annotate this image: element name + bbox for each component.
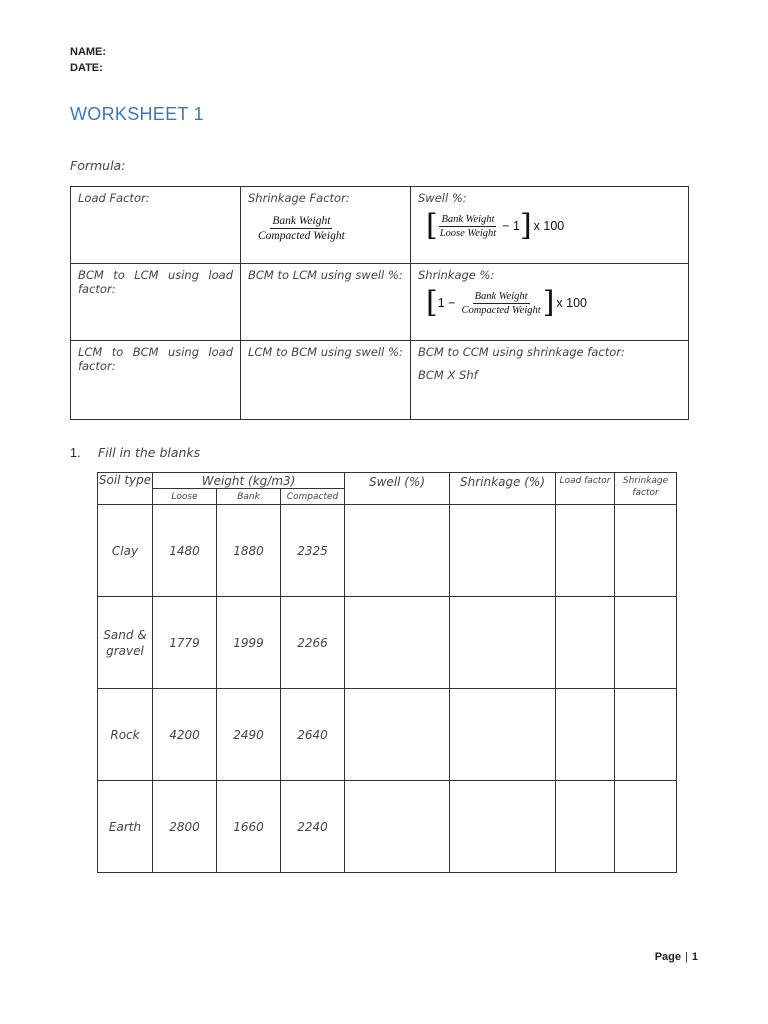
shrinkage-answer-cell[interactable] (450, 597, 556, 689)
swell-header: Swell (%) (345, 473, 450, 505)
worksheet-header (70, 44, 106, 76)
left-bracket-icon: [ (426, 285, 438, 320)
bcm-lcm-swell-cell (241, 264, 411, 341)
table-row (98, 597, 677, 689)
formula-label: Formula: (70, 158, 126, 173)
load-factor-answer-cell[interactable] (556, 689, 615, 781)
compacted-cell: 2325 (281, 505, 345, 597)
bcm-lcm-load-label: BCM to LCM using load (78, 268, 233, 282)
loose-header: Loose (153, 489, 217, 505)
soil-type-header: Soil type (98, 473, 153, 505)
soil-type-cell: Rock (98, 689, 153, 781)
shrinkage-factor-denominator: Compacted Weight (258, 230, 345, 242)
formula-row (71, 264, 689, 341)
compacted-cell: 2240 (281, 781, 345, 873)
shrinkage-header: Shrinkage (%) (450, 473, 556, 505)
shrinkage-factor-cell (241, 187, 411, 264)
bcm-lcm-load-label-cont: factor: (78, 282, 116, 296)
load-factor-header: Load factor (556, 473, 615, 505)
right-bracket-icon: ] (519, 208, 532, 243)
formula-row (71, 187, 689, 264)
shrinkage-formula (426, 285, 681, 320)
swell-cell (411, 187, 689, 264)
lcm-bcm-swell-label: LCM to BCM using swell %: (248, 345, 403, 359)
bank-cell: 2490 (217, 689, 281, 781)
compacted-cell: 2640 (281, 689, 345, 781)
swell-formula (426, 208, 681, 243)
load-factor-label: Load Factor: (78, 191, 150, 205)
formula-row (71, 341, 689, 420)
load-factor-answer-cell[interactable] (556, 597, 615, 689)
right-bracket-icon: ] (542, 285, 555, 320)
left-bracket-icon: [ (426, 208, 438, 243)
swell-answer-cell[interactable] (345, 505, 450, 597)
shrinkage-factor-answer-cell[interactable] (615, 689, 677, 781)
loose-cell: 1779 (153, 597, 217, 689)
shrinkage-one-minus: 1 − (437, 296, 456, 310)
load-factor-cell (71, 187, 241, 264)
lcm-bcm-load-label: LCM to BCM using load (78, 345, 233, 359)
bank-cell: 1660 (217, 781, 281, 873)
bcm-lcm-swell-label: BCM to LCM using swell %: (248, 268, 403, 282)
bank-header: Bank (217, 489, 281, 505)
formula-table (70, 186, 689, 420)
table-row (98, 689, 677, 781)
table-header-row (98, 473, 677, 489)
shrinkage-factor-answer-cell[interactable] (615, 597, 677, 689)
shrinkage-numerator: Bank Weight (474, 290, 528, 302)
swell-denominator: Loose Weight (439, 227, 497, 239)
swell-minus-one: − 1 (502, 219, 520, 233)
shrinkage-factor-header: Shrinkage factor (615, 473, 677, 505)
bank-cell: 1880 (217, 505, 281, 597)
shrinkage-cell (411, 264, 689, 341)
bcm-lcm-load-cell (71, 264, 241, 341)
swell-numerator: Bank Weight (441, 213, 495, 225)
date-label: DATE: (70, 62, 103, 74)
lcm-bcm-load-cell (71, 341, 241, 420)
question-text: Fill in the blanks (98, 445, 201, 460)
shrinkage-factor-answer-cell[interactable] (615, 505, 677, 597)
load-factor-answer-cell[interactable] (556, 505, 615, 597)
swell-times: x 100 (533, 219, 565, 233)
shrinkage-factor-answer-cell[interactable] (615, 781, 677, 873)
loose-cell: 2800 (153, 781, 217, 873)
lcm-bcm-swell-cell (241, 341, 411, 420)
bcm-ccm-label: BCM to CCM using shrinkage factor: (418, 345, 625, 359)
soil-type-cell: Clay (98, 505, 153, 597)
swell-answer-cell[interactable] (345, 689, 450, 781)
shrinkage-answer-cell[interactable] (450, 781, 556, 873)
shrinkage-factor-label: Shrinkage Factor: (248, 191, 350, 205)
compacted-header: Compacted (281, 489, 345, 505)
question-1 (70, 445, 200, 460)
soil-type-cell: Earth (98, 781, 153, 873)
shrinkage-times: x 100 (556, 296, 587, 310)
page-label: Page (654, 951, 682, 963)
soil-type-cell: Sand & gravel (98, 597, 153, 689)
loose-cell: 1480 (153, 505, 217, 597)
soil-data-table (97, 472, 677, 873)
page-number: 1 (691, 951, 698, 963)
table-row (98, 781, 677, 873)
shrinkage-factor-numerator: Bank Weight (272, 215, 331, 227)
table-row (98, 505, 677, 597)
swell-label: Swell %: (418, 191, 467, 205)
shrinkage-answer-cell[interactable] (450, 505, 556, 597)
page-footer (655, 951, 698, 963)
bcm-ccm-expression: BCM X Shf (418, 368, 478, 382)
shrinkage-factor-formula (256, 215, 403, 242)
name-label: NAME: (70, 46, 107, 58)
weight-header: Weight (kg/m3) (153, 473, 345, 489)
shrinkage-label: Shrinkage %: (418, 268, 495, 282)
bcm-ccm-cell (411, 341, 689, 420)
lcm-bcm-load-label-cont: factor: (78, 359, 116, 373)
page-title: WORKSHEET 1 (70, 104, 204, 124)
loose-cell: 4200 (153, 689, 217, 781)
swell-answer-cell[interactable] (345, 597, 450, 689)
shrinkage-answer-cell[interactable] (450, 689, 556, 781)
question-number: 1. (70, 446, 81, 460)
shrinkage-denominator: Compacted Weight (461, 304, 541, 316)
compacted-cell: 2266 (281, 597, 345, 689)
swell-answer-cell[interactable] (345, 781, 450, 873)
bank-cell: 1999 (217, 597, 281, 689)
page-separator: | (685, 951, 688, 963)
load-factor-answer-cell[interactable] (556, 781, 615, 873)
